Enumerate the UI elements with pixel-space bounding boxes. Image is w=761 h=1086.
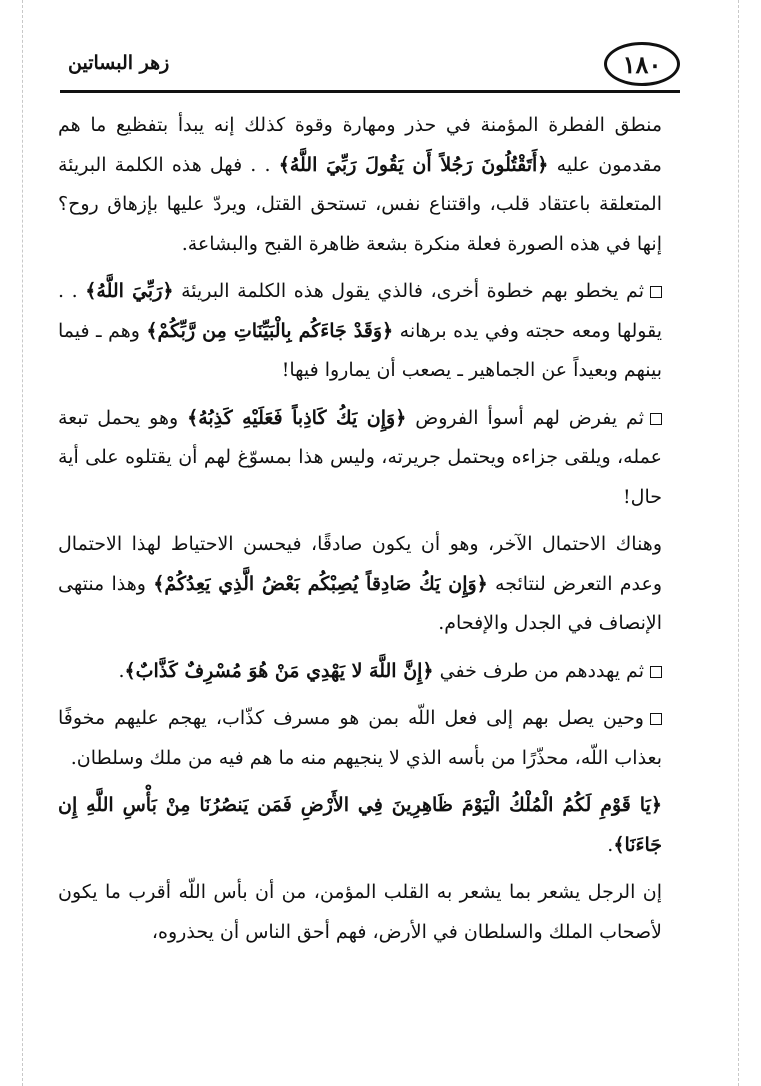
paragraph-5-text-a: ثم يهددهم من طرف خفي	[433, 659, 644, 682]
paragraph-3	[58, 399, 662, 518]
bullet-square-icon	[650, 286, 662, 298]
paragraph-7	[58, 786, 662, 865]
paragraph-5	[58, 652, 662, 692]
quran-quote-2: ﴿رَبِّيَ اللَّهُ﴾	[85, 280, 174, 302]
paragraph-2-text-b: . . يقولها ومعه حجته وفي يده برهانه	[58, 280, 662, 342]
body-text	[58, 106, 662, 960]
paragraph-1-text-b: . . فهل هذه الكلمة البريئة المتعلقة باعتقاد قلب، واقتناع نفس، تستحق القتل، ويردّ عليها بإزهاق روح؟ إنها في هذه الصورة فعلة منكرة بشعة ظاهرة القبح والبشاعة.	[58, 153, 662, 255]
paragraph-2	[58, 272, 662, 391]
book-title: زهر البساتين	[68, 52, 170, 74]
paragraph-1	[58, 106, 662, 264]
paragraph-8-text: إن الرجل يشعر بما يشعر به القلب المؤمن، من أن بأس اللّه أقرب ما يكون لأصحاب الملك والسلطان في الأرض، فهم أحق الناس أن يحذروه،	[58, 881, 662, 943]
paragraph-4-text-b: وهذا منتهى الإنصاف في الجدل والإفحام.	[58, 572, 662, 634]
paragraph-7-text: .	[607, 833, 614, 856]
bullet-square-icon	[650, 666, 662, 678]
scan-guide-right	[738, 0, 739, 1086]
paragraph-8	[58, 873, 662, 952]
page-header	[60, 40, 680, 94]
quran-quote-3: ﴿وَقَدْ جَاءَكُم بِالْبَيِّنَاتِ مِن رَّبِّكُمْ﴾	[146, 319, 394, 342]
paragraph-6-text: وحين يصل بهم إلى فعل اللّه بمن هو مسرف كذّاب، يهجم عليهم مخوفًا بعذاب اللّه، محذّرًا من بأسه الذي لا ينجيهم منه ما هم فيه من ملك وسلطان.	[58, 707, 662, 769]
page-number	[604, 42, 680, 86]
scan-guide-left	[22, 0, 23, 1086]
paragraph-3-text-a: ثم يفرض لهم أسوأ الفروض	[406, 406, 644, 429]
paragraph-6	[58, 699, 662, 778]
page-number-text: ١٨٠	[622, 49, 662, 79]
quran-quote-6: ﴿إِنَّ اللَّهَ لا يَهْدِي مَنْ هُوَ مُسْرِفٌ كَذَّابٌ﴾	[124, 659, 434, 682]
quran-quote-7: ﴿يَا قَوْمِ لَكُمُ الْمُلْكُ الْيَوْمَ ظَاهِرِينَ فِي الأَرْضِ فَمَن يَنصُرُنَا مِنْ بَأْسِ اللَّهِ إِن جَاءَنَا﴾	[58, 794, 662, 856]
bullet-square-icon	[650, 713, 662, 725]
paragraph-2-text-c: وهم ـ فيما بينهم وبعيداً عن الجماهير ـ يصعب أن يماروا فيها!	[58, 319, 662, 381]
paragraph-5-text-b: .	[118, 659, 125, 682]
paragraph-2-text-a: ثم يخطو بهم خطوة أخرى، فالذي يقول هذه الكلمة البريئة	[173, 280, 644, 302]
quran-quote-5: ﴿وَإِن يَكُ صَادِقاً يُصِبْكُم بَعْضُ الَّذِي يَعِدُكُمْ﴾	[153, 572, 488, 595]
paragraph-1-text-a: منطق الفطرة المؤمنة في حذر ومهارة وقوة كذلك إنه يبدأ بتفظيع ما هم مقدمون عليه	[58, 114, 662, 176]
paragraph-3-text-b: وهو يحمل تبعة عمله، ويلقى جزاءه ويحتمل جريرته، وليس هذا بمسوّغ لهم أن يقتلوه على أية حال!	[58, 406, 662, 508]
quran-quote-1: ﴿أَتَقْتُلُونَ رَجُلاً أَن يَقُولَ رَبِّيَ اللَّهُ﴾	[278, 153, 549, 176]
quran-quote-4: ﴿وَإِن يَكُ كَاذِباً فَعَلَيْهِ كَذِبُهُ﴾	[187, 406, 407, 429]
paragraph-4	[58, 525, 662, 644]
bullet-square-icon	[650, 413, 662, 425]
paragraph-4-text-a: وهناك الاحتمال الآخر، وهو أن يكون صادقًا، فيحسن الاحتياط لهذا الاحتمال وعدم التعرض لنتائجه	[58, 533, 663, 595]
header-rule	[60, 90, 680, 93]
